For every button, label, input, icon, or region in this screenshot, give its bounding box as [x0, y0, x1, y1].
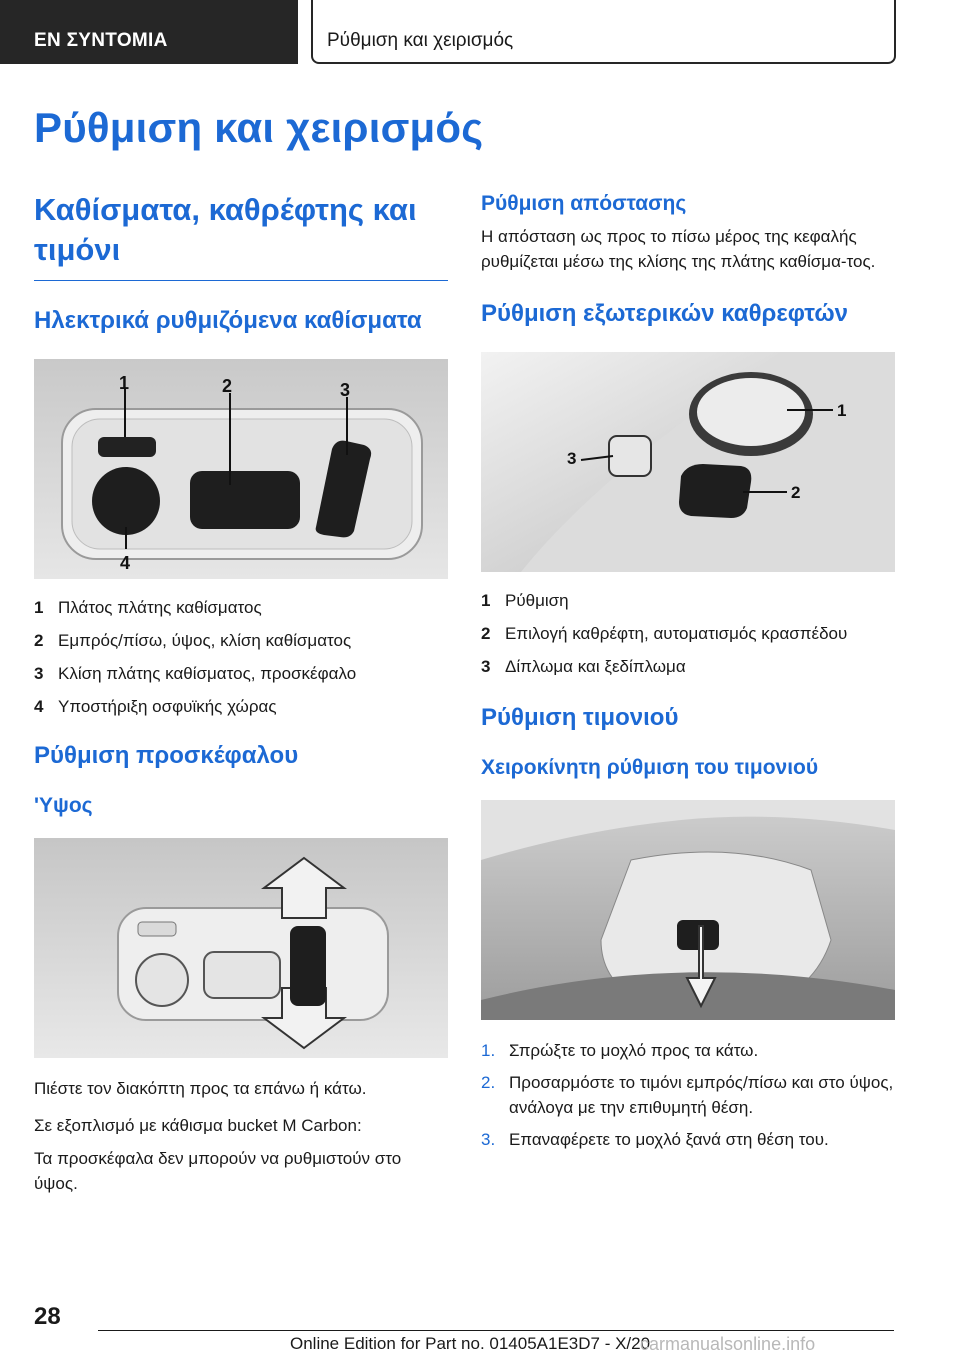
callout-4: 4 [120, 553, 131, 573]
callout-3: 3 [567, 449, 577, 468]
watermark: carmanualsonline.info [640, 1334, 816, 1354]
legend-item: 1 Πλάτος πλάτης καθίσματος [34, 598, 262, 617]
headrest-heading: Ρύθμιση προσκέφαλου [34, 742, 299, 769]
steering-lever-figure [481, 800, 895, 1020]
page-title: Ρύθμιση και χειρισμός [34, 104, 484, 151]
header-tab[interactable]: ΕΝ ΣΥΝΤΟΜΙΑ [0, 0, 298, 64]
mirrors-heading: Ρύθμιση εξωτερικών καθρεφτών [481, 300, 848, 327]
headrest-note: Τα προσκέφαλα δεν μπορούν να ρυθμιστούν στο ύψος. [34, 1149, 402, 1193]
manual-steering-heading: Χειροκίνητη ρύθμιση του τιμονιού [481, 756, 819, 779]
header-section-title: Ρύθμιση και χειρισμός [311, 0, 896, 64]
height-heading: 'Υψος [34, 794, 93, 817]
legend-item: 3 Κλίση πλάτης καθίσματος, προσκέφαλο [34, 664, 357, 683]
callout-1: 1 [837, 401, 847, 420]
page-number: 28 [34, 1303, 61, 1330]
callout-2: 2 [791, 483, 801, 502]
legend-item: 1 Ρύθμιση [481, 591, 569, 610]
left-column [34, 190, 448, 1196]
list-item: 3. Επαναφέρετε το μοχλό ξανά στη θέση του. [481, 1130, 829, 1149]
section-heading: Καθίσματα, καθρέφτης και τιμόνι [34, 190, 448, 281]
legend-item: 2 Εμπρός/πίσω, ύψος, κλίση καθίσματος [34, 631, 352, 650]
callout-1: 1 [119, 373, 130, 393]
seats-heading: Ηλεκτρικά ρυθμιζόμενα καθίσματα [34, 307, 422, 334]
steering-steps [481, 1038, 895, 1152]
callout-2: 2 [222, 376, 233, 396]
list-item: 1. Σπρώξτε το μοχλό προς τα κάτω. [481, 1041, 759, 1060]
legend-item: 3 Δίπλωμα και ξεδίπλωμα [481, 657, 686, 676]
footer-edition: Online Edition for Part no. 01405A1E3D7 - X/20 [290, 1334, 651, 1353]
legend-item: 4 Υποστήριξη οσφυϊκής χώρας [34, 697, 277, 716]
right-column [481, 190, 895, 1159]
mirror-legend [481, 590, 895, 678]
steering-heading: Ρύθμιση τιμονιού [481, 704, 679, 731]
footer-divider [98, 1330, 894, 1331]
legend-item: 2 Επιλογή καθρέφτη, αυτοματισμός κρασπέδου [481, 624, 848, 643]
list-item: 2. Προσαρμόστε το τιμόνι εμπρός/πίσω και στο ύψος, ανάλογα με την επιθυμητή θέση. [481, 1073, 894, 1117]
seat-legend [34, 597, 448, 718]
mirror-controls-figure [481, 352, 895, 572]
bucket-seat-text: Σε εξοπλισμό με κάθισμα bucket M Carbon: [34, 1116, 362, 1135]
callout-3: 3 [340, 380, 351, 400]
headrest-switch-text: Πιέστε τον διακόπτη προς τα επάνω ή κάτω. [34, 1079, 367, 1098]
headrest-switch-figure [34, 838, 448, 1058]
distance-text: Η απόσταση ως προς το πίσω μέρος της κεφαλής ρυθμίζεται μέσω της κλίσης της πλάτης καθίσμα-τος. [481, 227, 876, 271]
distance-heading: Ρύθμιση απόστασης [481, 192, 687, 215]
seat-controls-figure [34, 359, 448, 579]
